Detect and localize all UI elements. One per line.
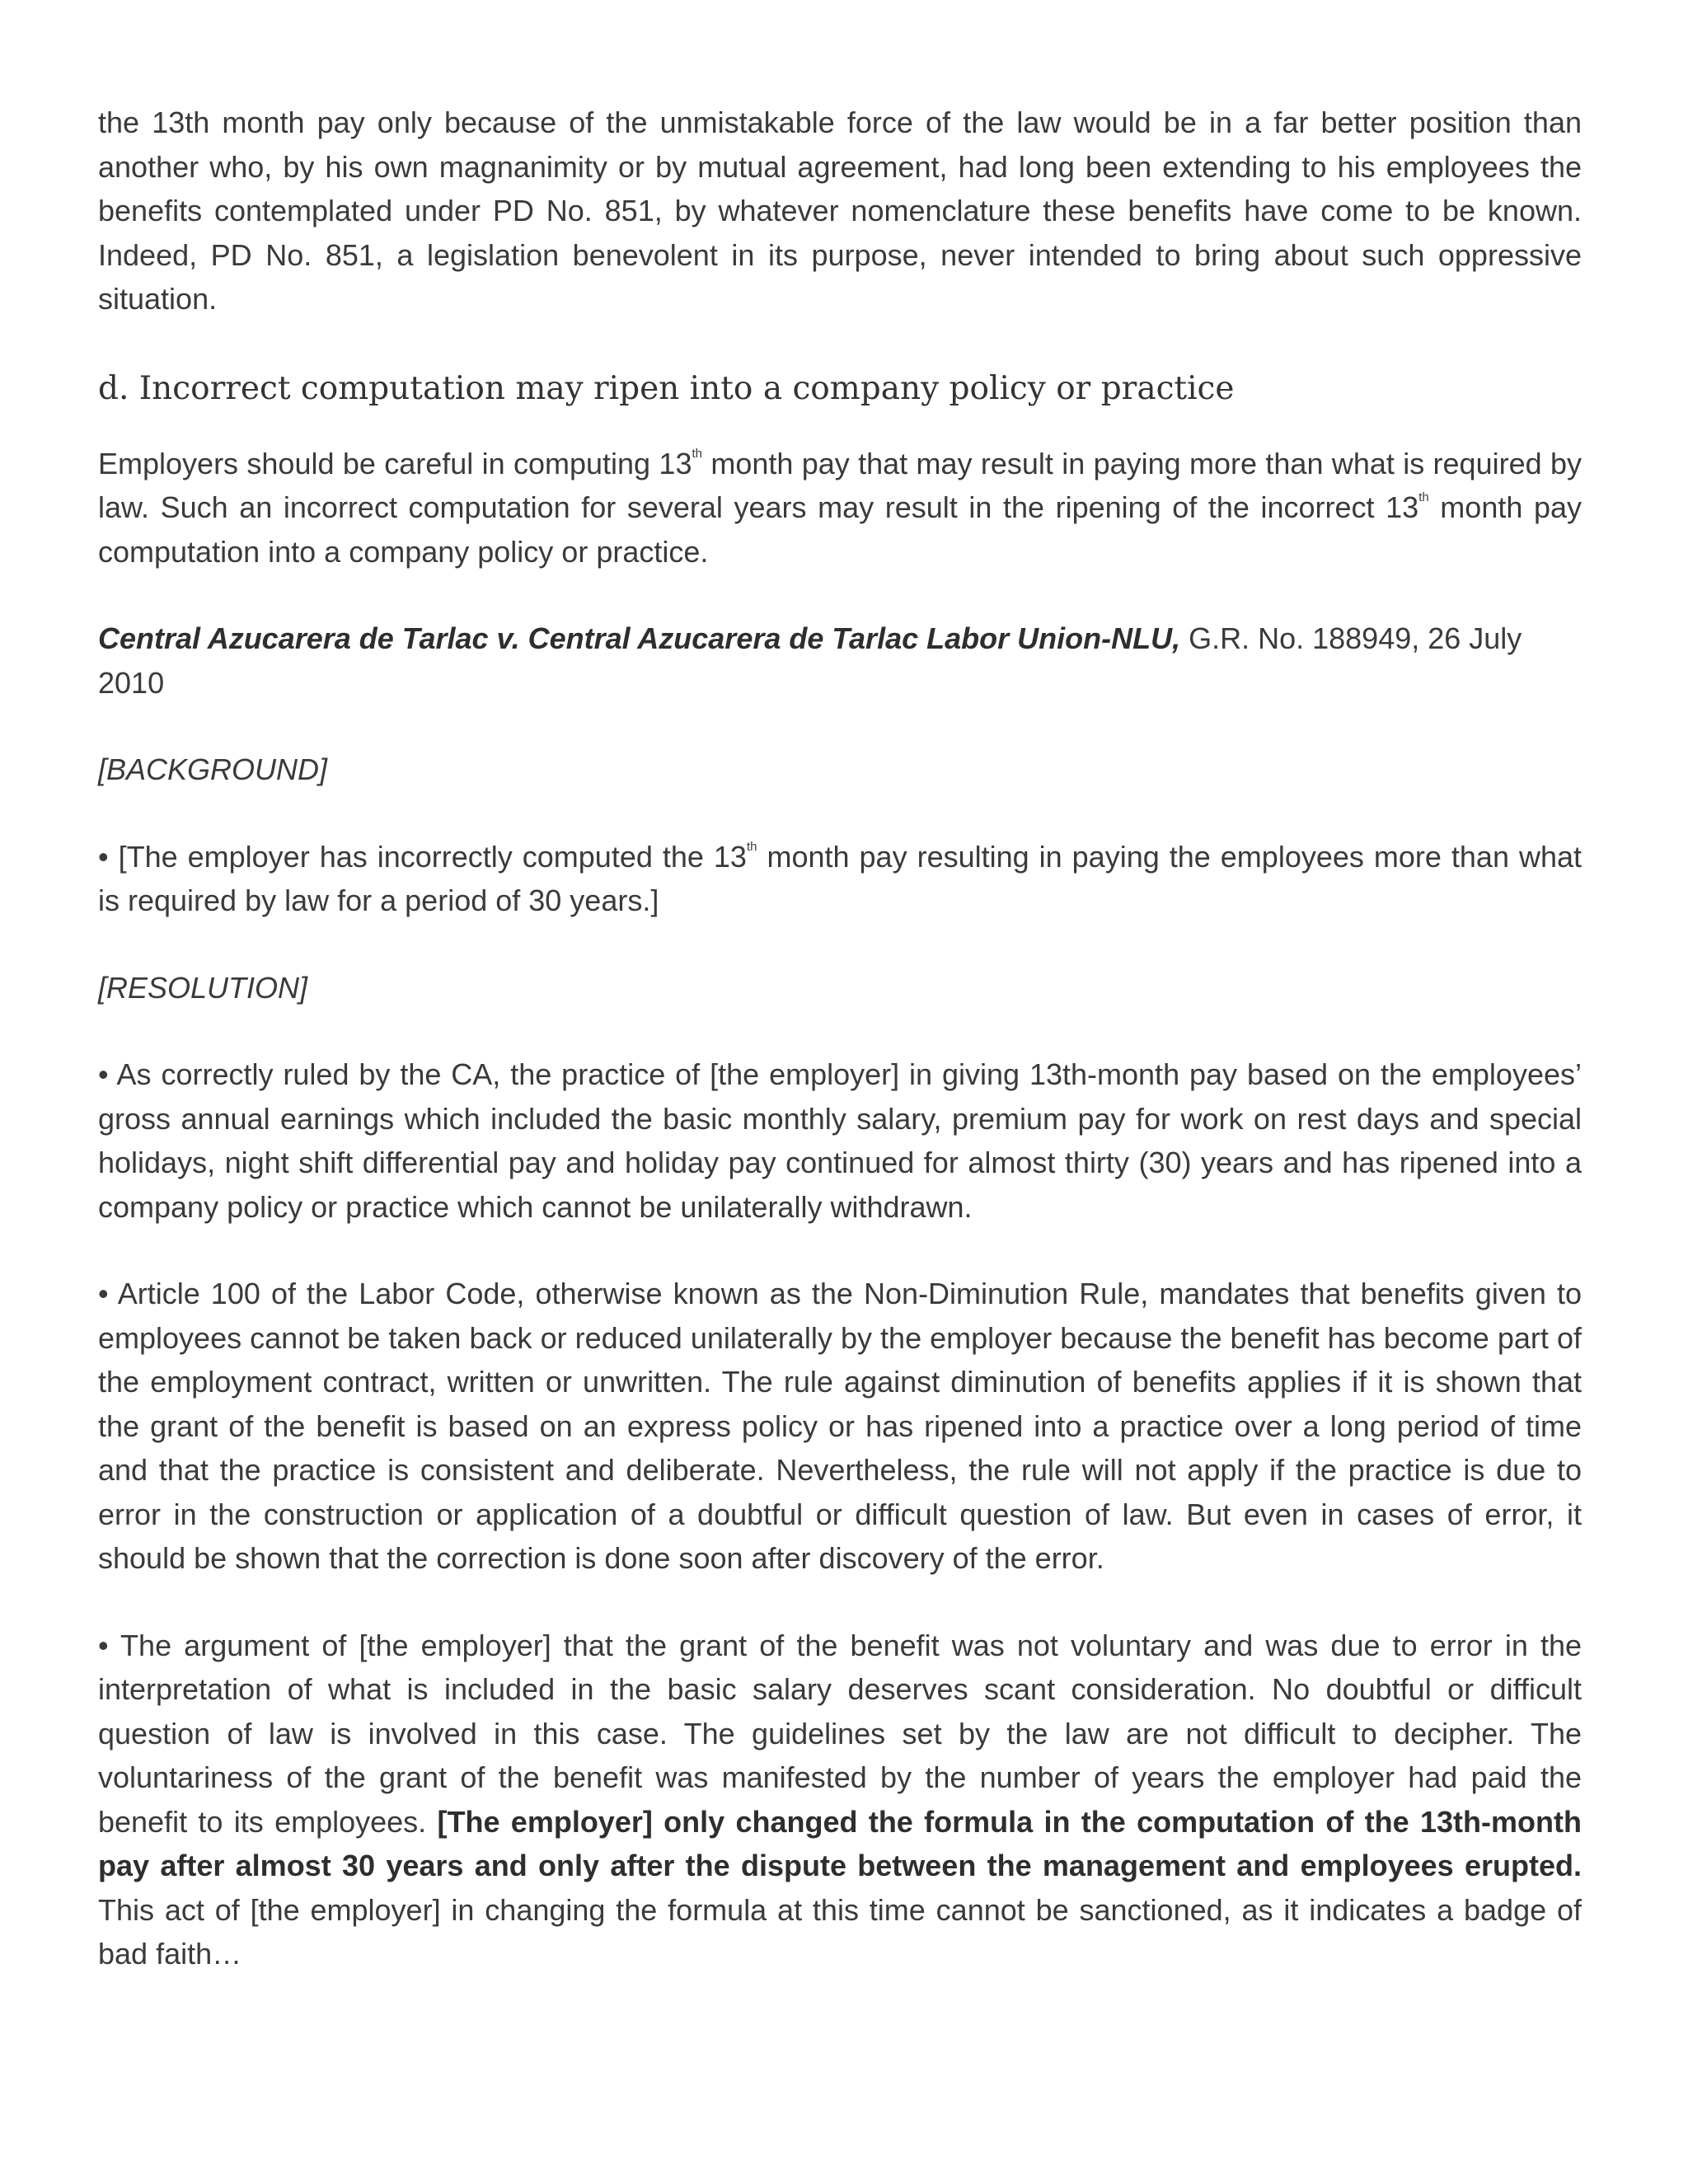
- section-heading: d. Incorrect computation may ripen into a company policy or practice: [98, 369, 1235, 407]
- resolution-bullet-3-text-1: • The argument of [the employer] that the grant of the benefit was not voluntary and was due to error in the interpretation of what is included in the basic salary deserves scant consideration. No doubtful or difficult question of law is involved in this case. The guidelines set by the law are not difficult to decipher. The voluntariness of the grant of the benefit was manifested by the number of years the employer had paid the benefit to its employees.: [98, 1628, 1582, 1839]
- resolution-bullet-3: [98, 1624, 1582, 1976]
- intro-paragraph: the 13th month pay only because of the unmistakable force of the law would be in a far better position than another who, by his own magnanimity or by mutual agreement, had long been extending to his employees the benefits contemplated under PD No. 851, by whatever nomenclature these benefits have come to be known. Indeed, PD No. 851, a legislation benevolent in its purpose, never intended to bring about such oppressive situation.: [98, 105, 1582, 316]
- section-intro-paragraph: [98, 442, 1582, 574]
- section-intro-text-1: Employers should be careful in computing 13: [98, 446, 692, 480]
- section-intro-text-3: month pay computation into a company policy or practice.: [98, 490, 1582, 569]
- resolution-bullet-3-emphasis: [The employer] only changed the formula in the computation of the 13th-month pay after almost 30 years and only after the dispute between the management and employees erupted.: [98, 1804, 1582, 1882]
- background-bullet-sup: th: [746, 839, 757, 854]
- background-bullet-text-2: month pay resulting in paying the employees more than what is required by law for a period of 30 years.]: [98, 839, 1582, 917]
- case-citation: [98, 616, 1582, 705]
- section-intro-sup-1: th: [692, 446, 702, 461]
- resolution-bullet-2: • Article 100 of the Labor Code, otherwise known as the Non-Diminution Rule, mandates that benefits given to employees cannot be taken back or reduced unilaterally by the employer because the benefit has become part of the employment contract, written or unwritten. The rule against diminution of benefits applies if it is shown that the grant of the benefit is based on an express policy or has ripened into a practice over a long period of time and that the practice is consistent and deliberate. Nevertheless, the rule will not apply if the practice is due to error in the construction or application of a doubtful or difficult question of law. But even in cases of error, it should be shown that the correction is done soon after discovery of the error.: [98, 1277, 1582, 1575]
- resolution-bullet-1: • As correctly ruled by the CA, the practice of [the employer] in giving 13th-month pay based on the employees’ gross annual earnings which included the basic monthly salary, premium pay for work on rest days and special holidays, night shift differential pay and holiday pay continued for almost thirty (30) years and has ripened into a company policy or practice which cannot be unilaterally withdrawn.: [98, 1057, 1582, 1224]
- resolution-bullet-3-text-2: This act of [the employer] in changing the formula at this time cannot be sanctioned, as it indicates a badge of bad faith…: [98, 1892, 1582, 1971]
- resolution-label: [RESOLUTION]: [98, 970, 308, 1005]
- background-label: [BACKGROUND]: [98, 752, 328, 786]
- document-page: [98, 101, 1582, 1976]
- section-intro-sup-2: th: [1418, 490, 1429, 504]
- background-bullet: [98, 835, 1582, 923]
- section-intro-text-2: month pay that may result in paying more than what is required by law. Such an incorrect computation for several years may result in the ripening of the incorrect 13: [98, 446, 1582, 524]
- case-reference: G.R. No. 188949, 26 July 2010: [98, 621, 1522, 700]
- case-title: Central Azucarera de Tarlac v. Central Azucarera de Tarlac Labor Union-NLU,: [98, 621, 1181, 655]
- background-bullet-text-1: • [The employer has incorrectly computed the 13: [98, 839, 747, 874]
